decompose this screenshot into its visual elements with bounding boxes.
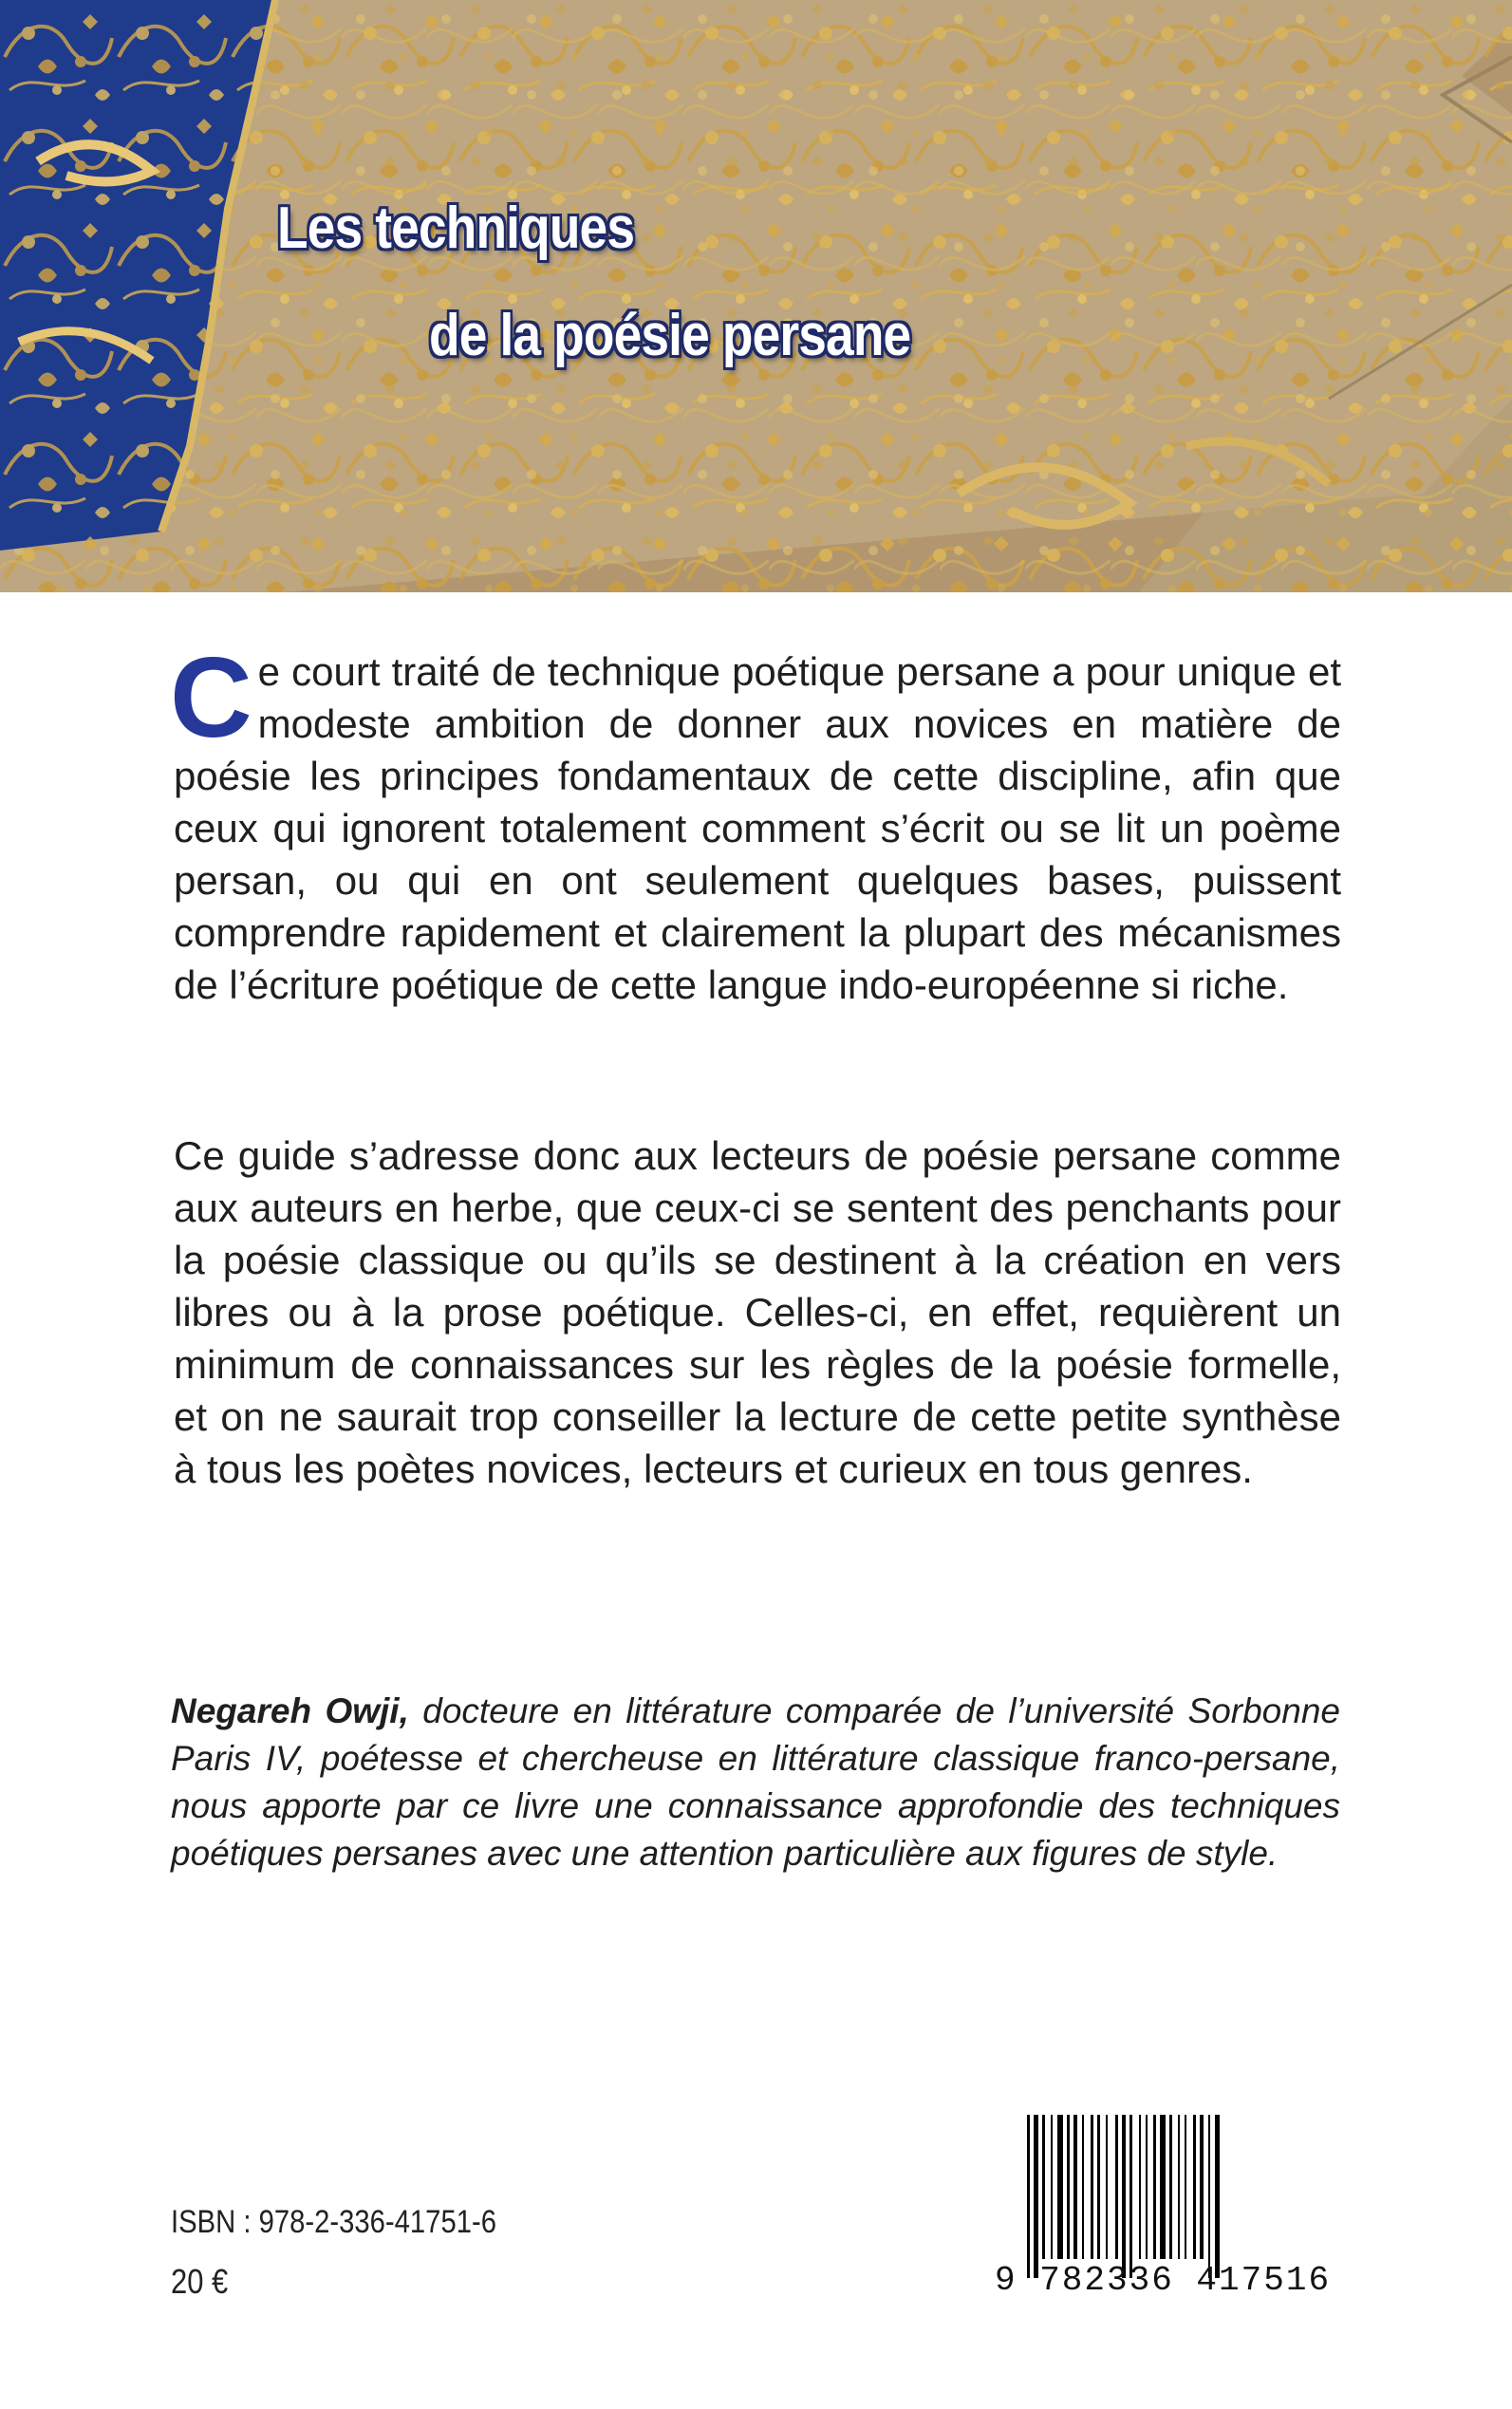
barcode-bar (1042, 2115, 1045, 2259)
barcode-bar (1215, 2115, 1220, 2278)
book-title-line-2: de la poésie persane (429, 303, 911, 368)
author-biography-text: docteure en littérature comparée de l’université Sorbonne Paris IV, poétesse et chercheuse en littérature classique franco-persane, nous apporte par ce livre une connaissance approfondie des techniques poétiques persanes avec une attention particulière aux figures de style. (171, 1691, 1340, 1873)
barcode-bar (1027, 2115, 1030, 2278)
price-label: 20 € (171, 2262, 229, 2301)
barcode-bar (1051, 2115, 1053, 2259)
barcode-bar (1160, 2115, 1166, 2259)
barcode-bar (1106, 2115, 1108, 2259)
barcode-bar (1208, 2115, 1210, 2278)
gold-floral-illumination-image (0, 0, 1512, 592)
author-name: Negareh Owji, (171, 1691, 409, 1730)
barcode-bar (1129, 2115, 1132, 2278)
barcode-bar (1115, 2115, 1118, 2259)
barcode-bar (1178, 2115, 1180, 2259)
barcode-bar (1153, 2115, 1156, 2259)
summary-paragraph-1 (170, 634, 1341, 1011)
barcode-bar (1139, 2115, 1141, 2259)
barcode-bar (1073, 2115, 1077, 2259)
drop-cap-letter: C (170, 634, 252, 761)
book-title-line-1: Les techniques (277, 196, 635, 261)
barcode-bar (1200, 2115, 1204, 2259)
barcode-bar (1185, 2115, 1186, 2259)
summary-paragraph-2: Ce guide s’adresse donc aux lecteurs de poésie persane comme aux auteurs en herbe, que ceux-ci se sentent des penchants pour la poésie classique ou qu’ils se destinent à la création en vers libres ou à la prose poétique. Celles-ci, en effet, requièrent un minimum de connaissances sur les règles de la poésie formelle, et on ne saurait trop conseiller la lecture de cette petite synthèse à tous les poètes novices, lecteurs et curieux en tous genres. (174, 1133, 1341, 1491)
barcode-bar (1082, 2115, 1084, 2259)
illuminated-manuscript-banner (0, 0, 1512, 592)
barcode-bar (1057, 2115, 1063, 2259)
barcode-digits: 9 782336 417516 (995, 2261, 1332, 2300)
barcode-bar (1091, 2115, 1093, 2259)
barcode-bar (1146, 2115, 1148, 2259)
barcode-bar (1067, 2115, 1070, 2259)
barcode-bar (1097, 2115, 1100, 2259)
author-biography (171, 1688, 1340, 1877)
isbn-label: ISBN : 978-2-336-41751-6 (171, 2204, 496, 2240)
barcode-bar (1169, 2115, 1172, 2259)
barcode-bar (1122, 2115, 1126, 2278)
barcode-bar (1193, 2115, 1196, 2259)
barcode-bar (1034, 2115, 1038, 2278)
summary-paragraph-1-text: e court traité de technique poétique persane a pour unique et modeste ambition de donner aux novices en matière de poésie les principes fondamentaux de cette discipline, afin que ceux qui ignorent totalement comment s’écrit ou se lit un poème persan, ou qui en ont seulement quelques bases, puissent comprendre rapidement et clairement la plupart des mécanismes de l’écriture poétique de cette langue indo-européenne si riche. (174, 649, 1341, 1007)
